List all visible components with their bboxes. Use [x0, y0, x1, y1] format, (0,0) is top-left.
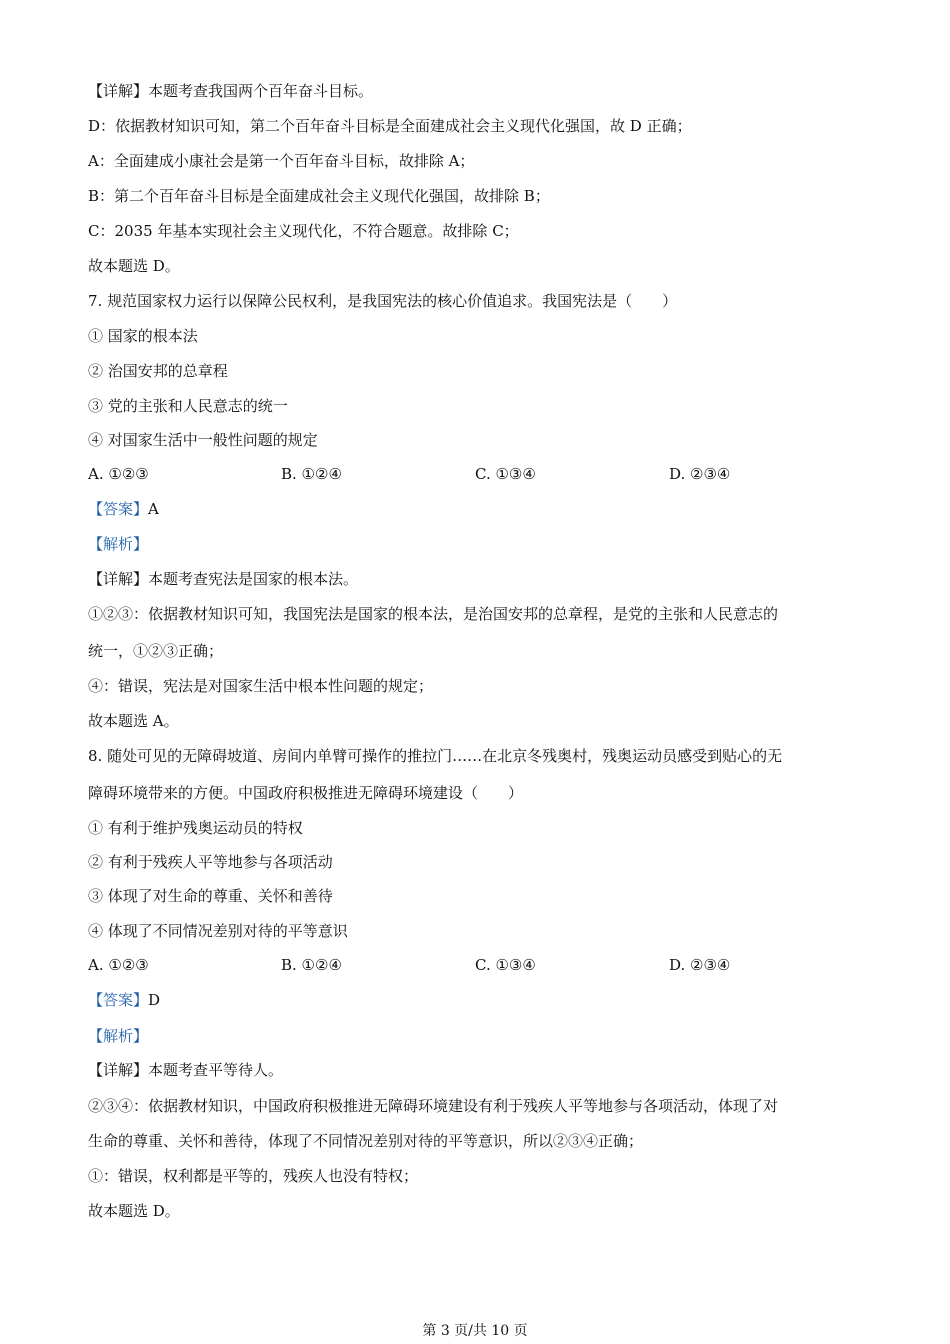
text-line: C：2035 年基本实现社会主义现代化，不符合题意。故排除 C；: [88, 222, 519, 240]
text-line: 统一，①②③正确；: [88, 642, 224, 660]
question-7-item: ③ 党的主张和人民意志的统一: [88, 397, 288, 415]
text-line: 【详解】本题考查我国两个百年奋斗目标。: [88, 82, 374, 100]
answer-line: [88, 990, 868, 1010]
question-8-item: ③ 体现了对生命的尊重、关怀和善待: [88, 887, 333, 905]
text-line: A：全面建成小康社会是第一个百年奋斗目标，故排除 A；: [88, 152, 475, 170]
question-8-item: ② 有利于残疾人平等地参与各项活动: [88, 853, 333, 871]
answer-label: 【答案】: [88, 991, 149, 1009]
text-line: 故本题选 A。: [88, 712, 179, 730]
question-7-item: ① 国家的根本法: [88, 327, 198, 345]
answer-line: [88, 499, 868, 519]
option-d: D. ②③④: [669, 956, 731, 974]
question-8-item: ④ 体现了不同情况差别对待的平等意识: [88, 922, 348, 940]
text-line: D：依据教材知识可知，第二个百年奋斗目标是全面建成社会主义现代化强国，故 D 正确；: [88, 117, 692, 135]
question-7-item: ④ 对国家生活中一般性问题的规定: [88, 431, 318, 449]
text-line: 生命的尊重、关怀和善待，体现了不同情况差别对待的平等意识，所以②③④正确；: [88, 1132, 644, 1150]
question-8-options: [88, 955, 868, 975]
question-7-item: ② 治国安邦的总章程: [88, 362, 228, 380]
option-a: A. ①②③: [88, 465, 149, 483]
option-a: A. ①②③: [88, 956, 149, 974]
text-line: ④：错误，宪法是对国家生活中根本性问题的规定；: [88, 677, 434, 695]
text-line: 【详解】本题考查宪法是国家的根本法。: [88, 570, 359, 588]
option-c: C. ①③④: [475, 956, 536, 974]
text-line: 故本题选 D。: [88, 257, 180, 275]
text-line: ①：错误，权利都是平等的，残疾人也没有特权；: [88, 1167, 419, 1185]
option-b: B. ①②④: [281, 956, 342, 974]
option-c: C. ①③④: [475, 465, 536, 483]
text-line: B：第二个百年奋斗目标是全面建成社会主义现代化强国，故排除 B；: [88, 187, 550, 205]
question-8-stem: 8. 随处可见的无障碍坡道、房间内单臂可操作的推拉门……在北京冬残奥村，残奥运动员感受到贴心的无: [88, 747, 783, 765]
option-b: B. ①②④: [281, 465, 342, 483]
question-7-options: [88, 464, 868, 484]
analysis-label: 【解析】: [88, 1027, 149, 1045]
question-8-item: ① 有利于维护残奥运动员的特权: [88, 819, 303, 837]
option-d: D. ②③④: [669, 465, 731, 483]
text-line: ①②③：依据教材知识可知，我国宪法是国家的根本法，是治国安邦的总章程，是党的主张和人民意志的: [88, 605, 779, 623]
answer-label: 【答案】: [88, 500, 149, 518]
analysis-label: 【解析】: [88, 535, 149, 553]
page-number-footer: 第 3 页/共 10 页: [422, 1323, 528, 1339]
question-8-stem: 障碍环境带来的方便。中国政府积极推进无障碍环境建设（ ）: [88, 784, 524, 802]
answer-value: A: [148, 500, 159, 518]
text-line: ②③④：依据教材知识，中国政府积极推进无障碍环境建设有利于残疾人平等地参与各项活动，体现了对: [88, 1097, 779, 1115]
text-line: 【详解】本题考查平等待人。: [88, 1061, 284, 1079]
answer-value: D: [148, 991, 161, 1009]
text-line: 故本题选 D。: [88, 1202, 180, 1220]
question-7-stem: 7. 规范国家权力运行以保障公民权利，是我国宪法的核心价值追求。我国宪法是（ ）: [88, 292, 678, 310]
